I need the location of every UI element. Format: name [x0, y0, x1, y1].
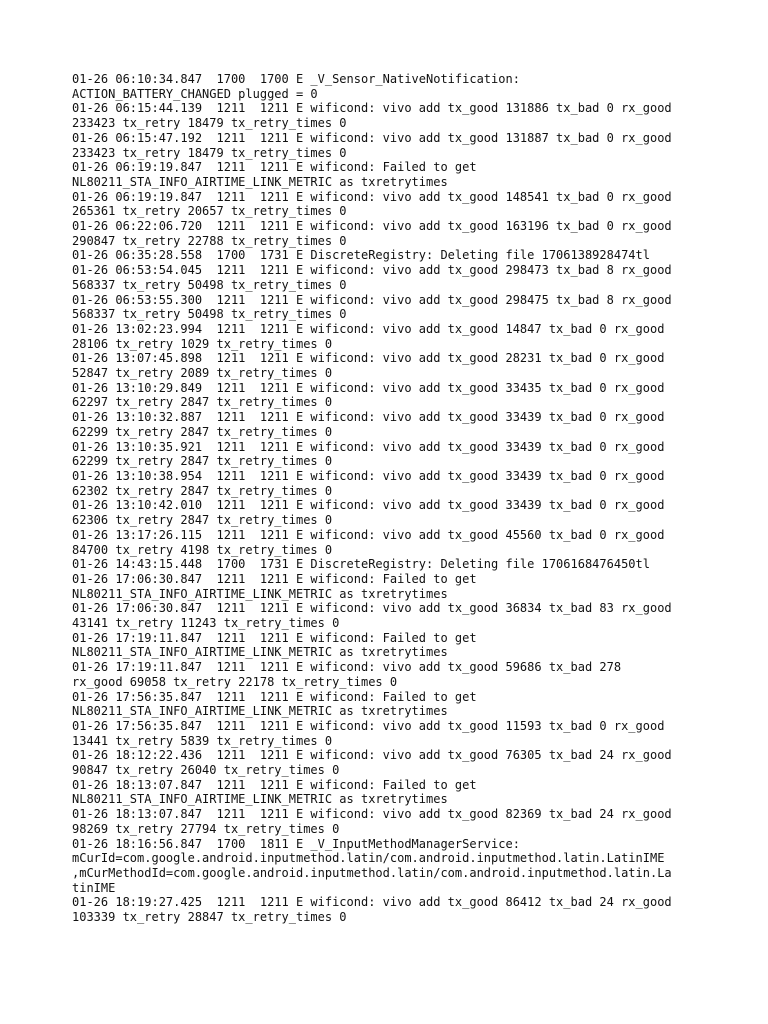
log-line: NL80211_STA_INFO_AIRTIME_LINK_METRIC as txretrytimes	[72, 586, 448, 601]
log-line: 01-26 17:06:30.847 1211 1211 E wificond: Failed to get	[72, 571, 477, 586]
log-line: 01-26 18:19:27.425 1211 1211 E wificond: vivo add tx_good 86412 tx_bad 24 rx_good	[72, 895, 672, 910]
log-line: 568337 tx_retry 50498 tx_retry_times 0	[72, 307, 347, 322]
log-line: 01-26 06:15:47.192 1211 1211 E wificond: vivo add tx_good 131887 tx_bad 0 rx_good	[72, 130, 672, 145]
log-line: 13441 tx_retry 5839 tx_retry_times 0	[72, 733, 333, 748]
log-line: 568337 tx_retry 50498 tx_retry_times 0	[72, 277, 347, 292]
log-line: 01-26 17:19:11.847 1211 1211 E wificond: Failed to get	[72, 630, 477, 645]
log-line: 98269 tx_retry 27794 tx_retry_times 0	[72, 821, 340, 836]
log-line: 01-26 13:10:35.921 1211 1211 E wificond: vivo add tx_good 33439 tx_bad 0 rx_good	[72, 439, 665, 454]
log-line: 01-26 13:10:42.010 1211 1211 E wificond: vivo add tx_good 33439 tx_bad 0 rx_good	[72, 498, 665, 513]
log-line: 62299 tx_retry 2847 tx_retry_times 0	[72, 454, 333, 469]
log-line: 52847 tx_retry 2089 tx_retry_times 0	[72, 366, 333, 381]
log-line: 01-26 18:13:07.847 1211 1211 E wificond: Failed to get	[72, 777, 477, 792]
log-line: tinIME	[72, 880, 116, 895]
log-line: 01-26 06:19:19.847 1211 1211 E wificond: vivo add tx_good 148541 tx_bad 0 rx_good	[72, 189, 672, 204]
log-line: NL80211_STA_INFO_AIRTIME_LINK_METRIC as txretrytimes	[72, 174, 448, 189]
log-line: 01-26 13:10:29.849 1211 1211 E wificond: vivo add tx_good 33435 tx_bad 0 rx_good	[72, 380, 665, 395]
log-line: 01-26 06:53:55.300 1211 1211 E wificond: vivo add tx_good 298475 tx_bad 8 rx_good	[72, 292, 672, 307]
log-line: 01-26 13:07:45.898 1211 1211 E wificond: vivo add tx_good 28231 tx_bad 0 rx_good	[72, 351, 665, 366]
log-line: 01-26 13:10:32.887 1211 1211 E wificond: vivo add tx_good 33439 tx_bad 0 rx_good	[72, 410, 665, 425]
log-line: 43141 tx_retry 11243 tx_retry_times 0	[72, 616, 340, 631]
log-line: 62297 tx_retry 2847 tx_retry_times 0	[72, 395, 333, 410]
log-line: 290847 tx_retry 22788 tx_retry_times 0	[72, 233, 347, 248]
log-line: NL80211_STA_INFO_AIRTIME_LINK_METRIC as txretrytimes	[72, 792, 448, 807]
log-line: 01-26 06:15:44.139 1211 1211 E wificond: vivo add tx_good 131886 tx_bad 0 rx_good	[72, 101, 672, 116]
log-line: 103339 tx_retry 28847 tx_retry_times 0	[72, 910, 347, 925]
log-document	[72, 72, 712, 925]
log-line: 01-26 18:13:07.847 1211 1211 E wificond: vivo add tx_good 82369 tx_bad 24 rx_good	[72, 807, 672, 822]
log-line: 01-26 18:16:56.847 1700 1811 E _V_InputMethodManagerService:	[72, 836, 520, 851]
log-line: 233423 tx_retry 18479 tx_retry_times 0	[72, 116, 347, 131]
log-line: 28106 tx_retry 1029 tx_retry_times 0	[72, 336, 333, 351]
log-line: 90847 tx_retry 26040 tx_retry_times 0	[72, 763, 340, 778]
log-line: ACTION_BATTERY_CHANGED plugged = 0	[72, 86, 318, 101]
log-line: rx_good 69058 tx_retry 22178 tx_retry_times 0	[72, 674, 398, 689]
log-line: 265361 tx_retry 20657 tx_retry_times 0	[72, 204, 347, 219]
log-line: NL80211_STA_INFO_AIRTIME_LINK_METRIC as txretrytimes	[72, 645, 448, 660]
log-line: 01-26 13:10:38.954 1211 1211 E wificond: vivo add tx_good 33439 tx_bad 0 rx_good	[72, 468, 665, 483]
log-line: NL80211_STA_INFO_AIRTIME_LINK_METRIC as txretrytimes	[72, 704, 448, 719]
log-line: 01-26 06:53:54.045 1211 1211 E wificond: vivo add tx_good 298473 tx_bad 8 rx_good	[72, 263, 672, 278]
log-line: 01-26 06:19:19.847 1211 1211 E wificond: Failed to get	[72, 160, 477, 175]
log-line: 233423 tx_retry 18479 tx_retry_times 0	[72, 145, 347, 160]
log-line: mCurId=com.google.android.inputmethod.latin/com.android.inputmethod.latin.LatinIME	[72, 851, 665, 866]
log-line: 01-26 17:19:11.847 1211 1211 E wificond: vivo add tx_good 59686 tx_bad 278	[72, 660, 622, 675]
log-line: 01-26 13:02:23.994 1211 1211 E wificond: vivo add tx_good 14847 tx_bad 0 rx_good	[72, 321, 665, 336]
log-line: 62302 tx_retry 2847 tx_retry_times 0	[72, 483, 333, 498]
log-line: 01-26 17:56:35.847 1211 1211 E wificond: vivo add tx_good 11593 tx_bad 0 rx_good	[72, 718, 665, 733]
log-line: 84700 tx_retry 4198 tx_retry_times 0	[72, 542, 333, 557]
log-line: 01-26 17:56:35.847 1211 1211 E wificond: Failed to get	[72, 689, 477, 704]
log-line: ,mCurMethodId=com.google.android.inputmethod.latin/com.android.inputmethod.latin.La	[72, 865, 672, 880]
log-line: 62299 tx_retry 2847 tx_retry_times 0	[72, 424, 333, 439]
log-line: 01-26 17:06:30.847 1211 1211 E wificond: vivo add tx_good 36834 tx_bad 83 rx_good	[72, 601, 672, 616]
log-line: 01-26 14:43:15.448 1700 1731 E DiscreteRegistry: Deleting file 1706168476450tl	[72, 557, 650, 572]
log-line: 01-26 06:10:34.847 1700 1700 E _V_Sensor_NativeNotification:	[72, 72, 520, 86]
log-line: 01-26 13:17:26.115 1211 1211 E wificond: vivo add tx_good 45560 tx_bad 0 rx_good	[72, 527, 665, 542]
log-line: 01-26 06:22:06.720 1211 1211 E wificond: vivo add tx_good 163196 tx_bad 0 rx_good	[72, 219, 672, 234]
log-line: 01-26 06:35:28.558 1700 1731 E DiscreteRegistry: Deleting file 1706138928474tl	[72, 248, 650, 263]
log-line: 62306 tx_retry 2847 tx_retry_times 0	[72, 513, 333, 528]
log-line: 01-26 18:12:22.436 1211 1211 E wificond: vivo add tx_good 76305 tx_bad 24 rx_good	[72, 748, 672, 763]
